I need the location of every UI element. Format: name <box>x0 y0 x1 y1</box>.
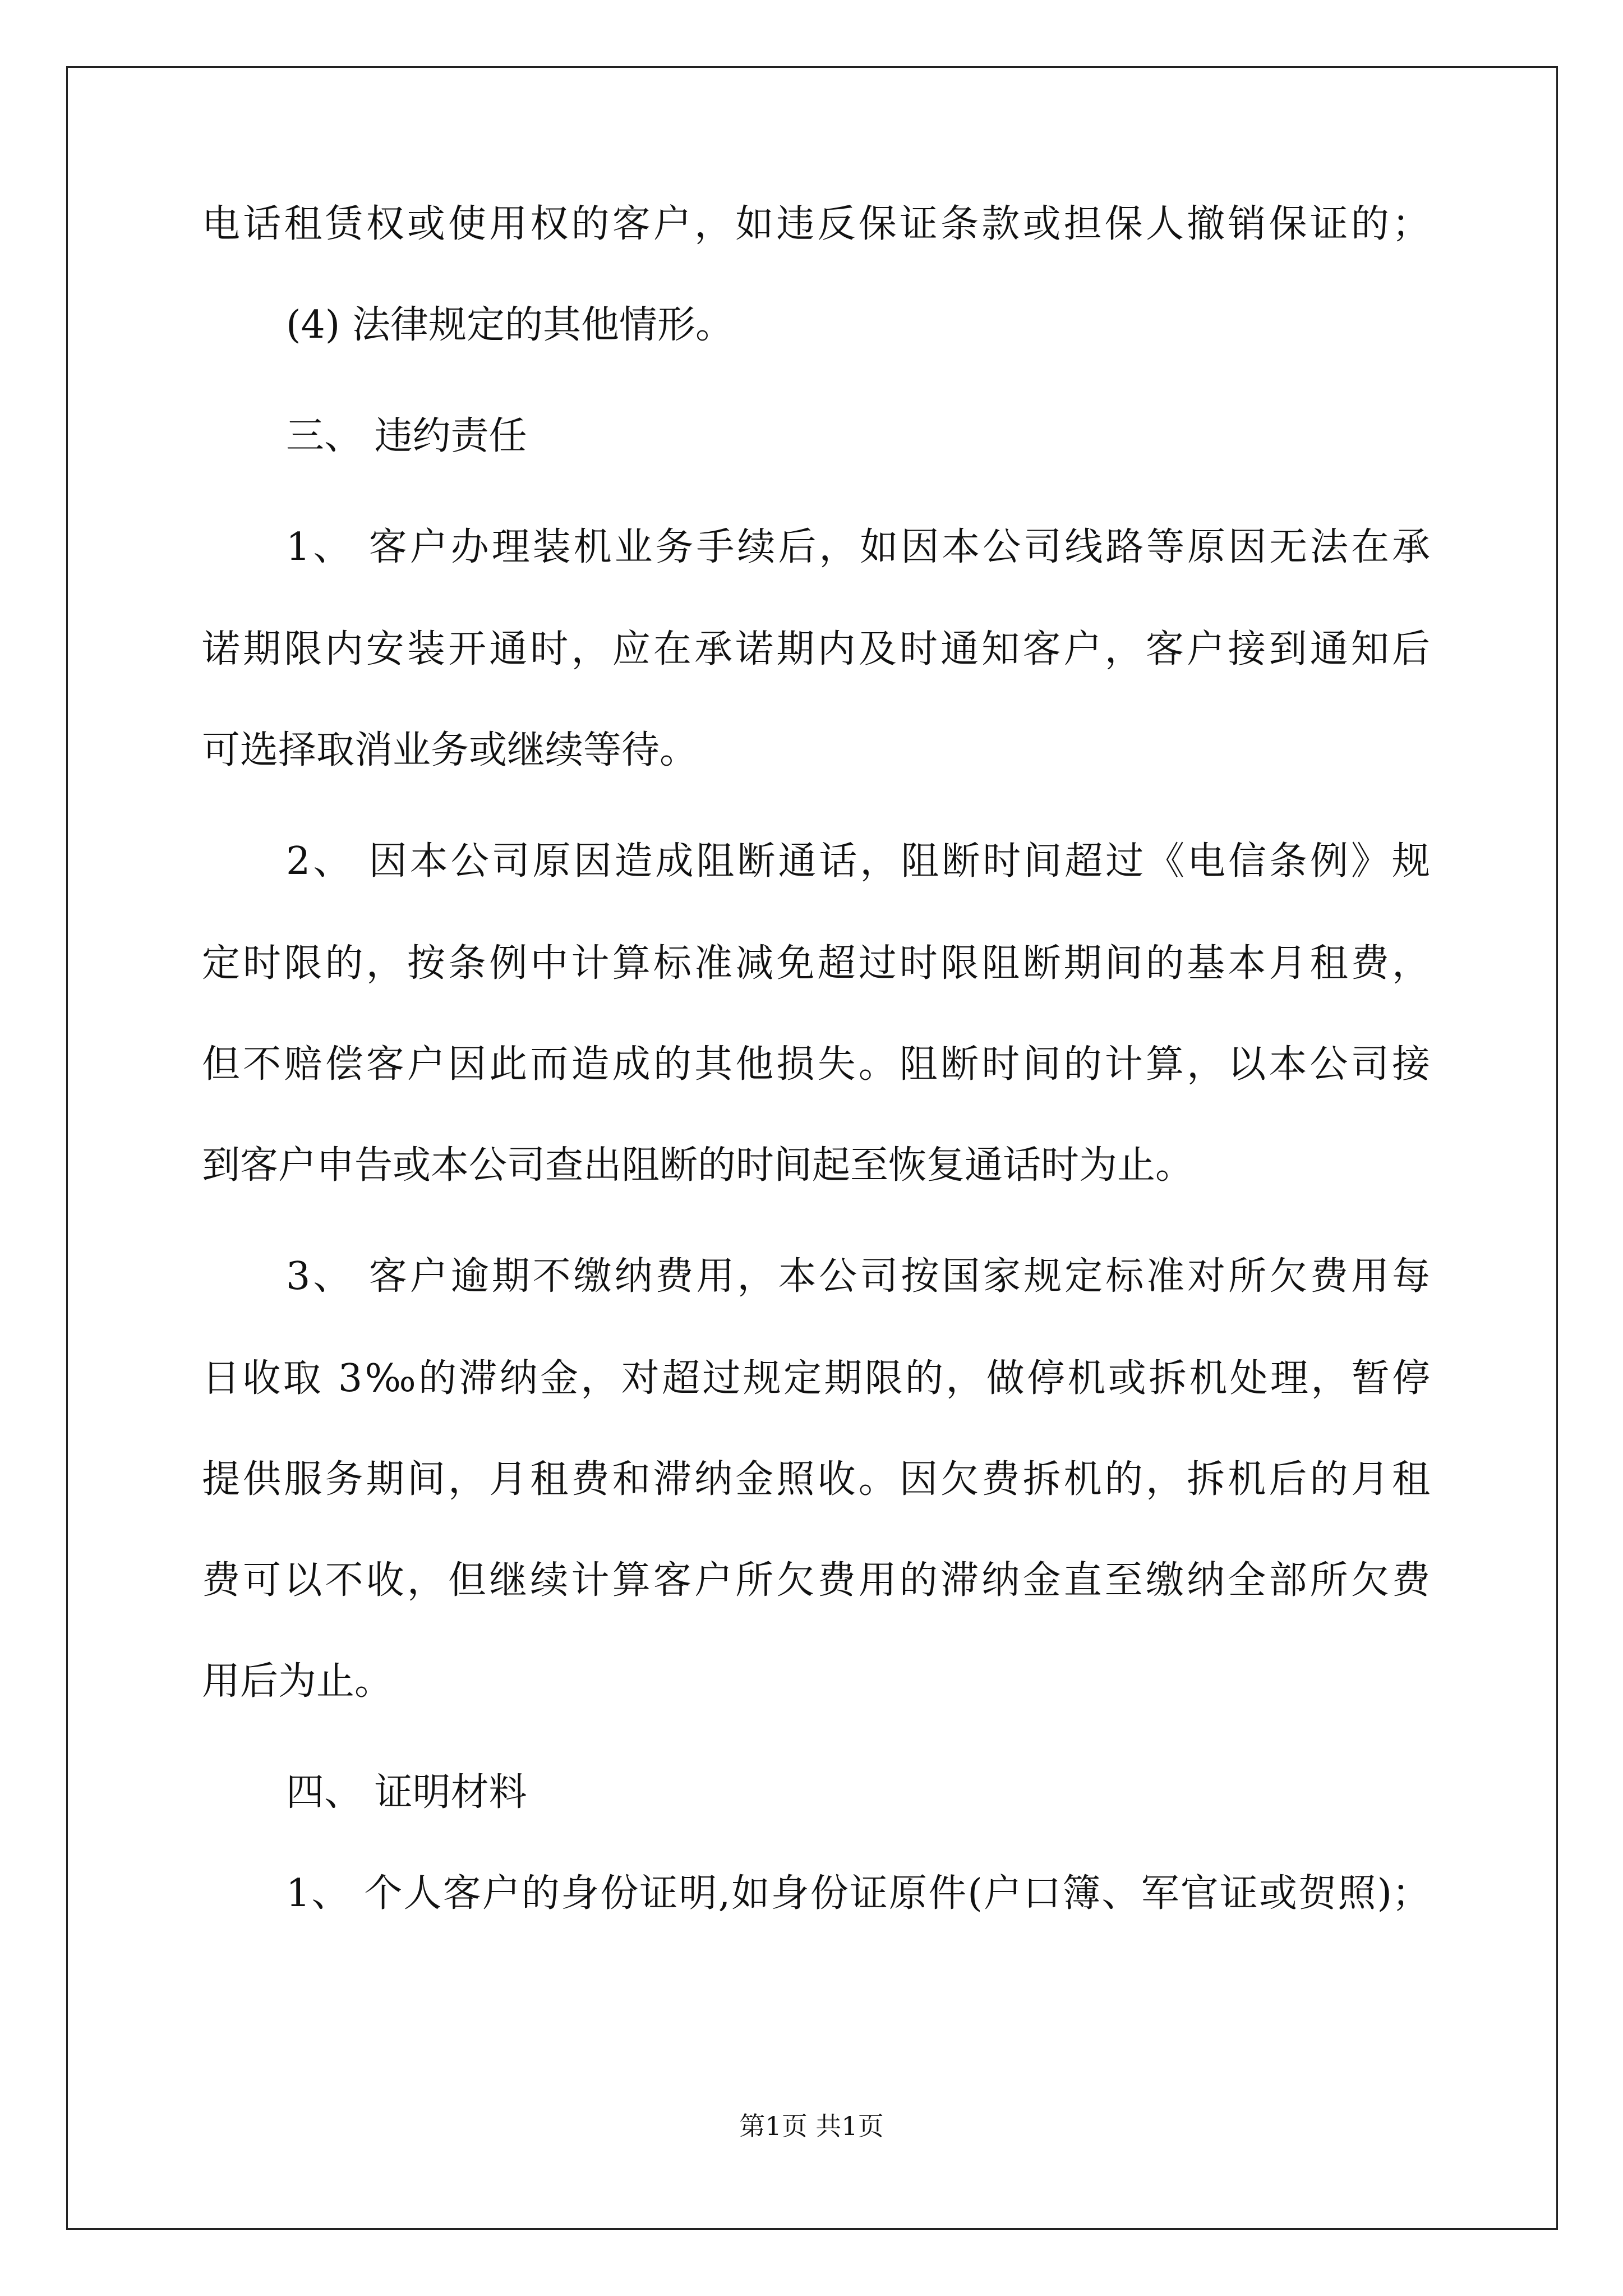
text-line: 日收取 3‰的滞纳金，对超过规定期限的，做停机或拆机处理，暂停 <box>202 1356 1430 1401</box>
page-number: 第1页 共1页 <box>739 2111 884 2141</box>
section-heading: 四、 证明材料 <box>286 1770 527 1815</box>
text-line: 到客户申告或本公司查出阻断的时间起至恢复通话时为止。 <box>202 1143 1194 1188</box>
text-line: 用后为止。 <box>202 1659 393 1704</box>
text-line: 定时限的，按条例中计算标准减免超过时限阻断期间的基本月租费， <box>202 941 1430 986</box>
text-line: 2、 因本公司原因造成阻断通话，阻断时间超过《电信条例》规 <box>286 839 1430 884</box>
section-heading: 三、 违约责任 <box>286 414 527 458</box>
text-line: 电话租赁权或使用权的客户，如违反保证条款或担保人撤销保证的； <box>202 202 1430 246</box>
text-line: 诺期限内安装开通时，应在承诺期内及时通知客户，客户接到通知后 <box>202 627 1430 671</box>
text-line: 3、 客户逾期不缴纳费用，本公司按国家规定标准对所欠费用每 <box>286 1254 1430 1299</box>
text-line: 但不赔偿客户因此而造成的其他损失。阻断时间的计算，以本公司接 <box>202 1042 1430 1087</box>
text-line: 费可以不收，但继续计算客户所欠费用的滞纳金直至缴纳全部所欠费 <box>202 1558 1430 1603</box>
text-line: 1、 个人客户的身份证明,如身份证原件(户口簿、军官证或贺照)； <box>286 1871 1430 1916</box>
text-line: (4) 法律规定的其他情形。 <box>286 303 734 347</box>
text-line: 1、 客户办理装机业务手续后，如因本公司线路等原因无法在承 <box>286 525 1430 569</box>
text-line: 提供服务期间，月租费和滞纳金照收。因欠费拆机的，拆机后的月租 <box>202 1457 1430 1502</box>
text-line: 可选择取消业务或继续等待。 <box>202 728 698 772</box>
